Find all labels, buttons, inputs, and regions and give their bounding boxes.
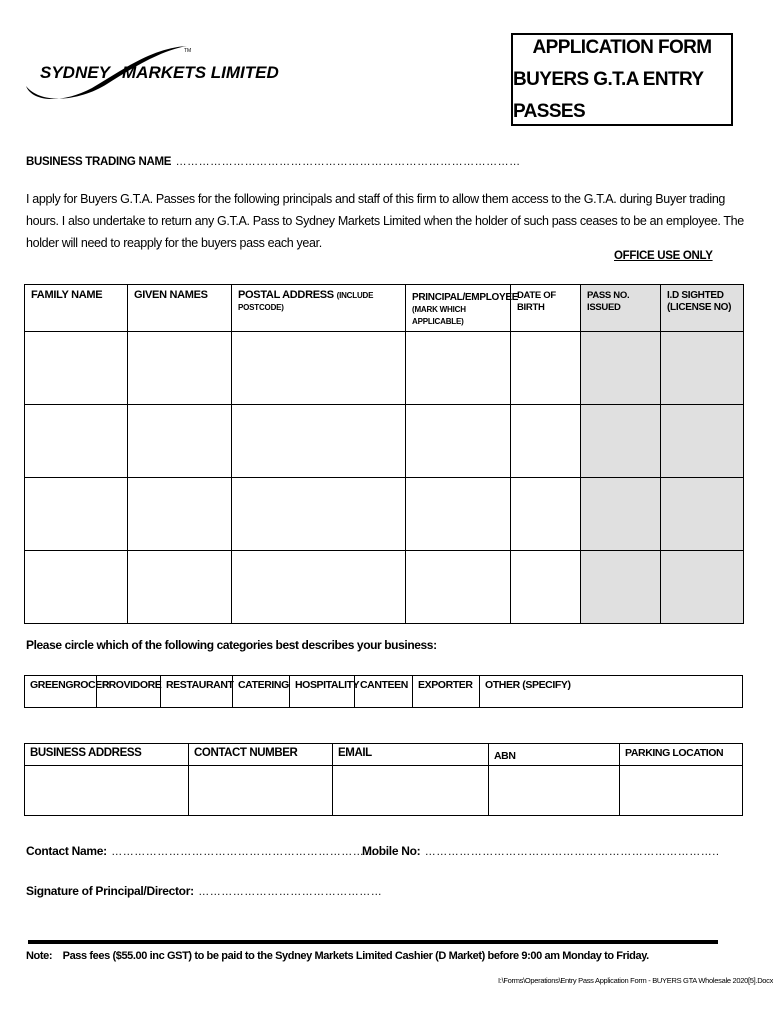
note-label: Note: xyxy=(26,950,53,962)
given-names-cell[interactable] xyxy=(128,478,232,551)
form-title-line2: BUYERS G.T.A ENTRY PASSES xyxy=(513,68,704,122)
pass-no-cell xyxy=(581,478,661,551)
logo-swoosh-icon xyxy=(22,38,279,108)
email-field[interactable] xyxy=(333,766,489,816)
applicants-table-header xyxy=(25,285,744,332)
mobile-field[interactable] xyxy=(362,842,719,860)
col-date-of-birth: DATE OF BIRTH xyxy=(511,285,581,332)
form-title-line1: APPLICATION FORM xyxy=(532,36,712,58)
pass-no-cell xyxy=(581,551,661,624)
date-of-birth-cell[interactable] xyxy=(511,478,581,551)
business-details-table xyxy=(24,743,743,816)
office-use-only-label: OFFICE USE ONLY xyxy=(614,250,713,262)
principal-employee-cell[interactable] xyxy=(406,405,511,478)
table-row xyxy=(25,478,744,551)
family-name-cell[interactable] xyxy=(25,405,128,478)
category-providore[interactable]: PROVIDORE xyxy=(97,676,161,708)
parking-location-header: PARKING LOCATION xyxy=(620,744,743,766)
table-row xyxy=(25,405,744,478)
contact-number-field[interactable] xyxy=(189,766,333,816)
category-hospitality[interactable]: HOSPITALITY xyxy=(290,676,355,708)
contact-name-label: Contact Name: xyxy=(26,844,107,858)
contact-name-field[interactable] xyxy=(26,842,376,860)
pass-no-cell xyxy=(581,332,661,405)
principal-employee-cell[interactable] xyxy=(406,551,511,624)
abn-header: ABN xyxy=(489,744,620,766)
table-row xyxy=(25,551,744,624)
pass-no-cell xyxy=(581,405,661,478)
id-sighted-cell xyxy=(661,405,744,478)
business-trading-name-dots: ……………………………………………………………………………… xyxy=(175,156,521,168)
category-greengrocer[interactable]: GREENGROCER xyxy=(25,676,97,708)
date-of-birth-cell[interactable] xyxy=(511,332,581,405)
category-restaurant[interactable]: RESTAURANT xyxy=(161,676,233,708)
col-id-sighted: I.D SIGHTED (LICENSE NO) xyxy=(661,285,744,332)
business-trading-name-field[interactable] xyxy=(26,152,521,170)
contact-number-header: CONTACT NUMBER xyxy=(189,744,333,766)
intro-paragraph: I apply for Buyers G.T.A. Passes for the following principals and staff of this firm to allow them access to the G.T.A. during Buyer trading hours. I also undertake to return any G.T.A. Pass to Sydney Markets Limited when the holder of such pass ceases to be an employee. The holder will need to reapply for the buyers pass each year. xyxy=(26,192,744,250)
category-canteen[interactable]: CANTEEN xyxy=(355,676,413,708)
logo-trademark: TM xyxy=(184,48,192,54)
col-postal-address: POSTAL ADDRESS (INCLUDE POSTCODE) xyxy=(232,285,406,332)
postal-address-cell[interactable] xyxy=(232,405,406,478)
abn-field[interactable] xyxy=(489,766,620,816)
email-header: EMAIL xyxy=(333,744,489,766)
categories-prompt: Please circle which of the following categories best describes your business: xyxy=(26,638,437,652)
contact-name-dots: …………………………………………………………… xyxy=(111,846,376,858)
business-trading-name-label: BUSINESS TRADING NAME xyxy=(26,156,172,168)
postal-address-cell[interactable] xyxy=(232,332,406,405)
business-address-field[interactable] xyxy=(25,766,189,816)
applicants-table xyxy=(24,284,744,624)
col-pass-no-issued: PASS NO. ISSUED xyxy=(581,285,661,332)
postal-address-cell[interactable] xyxy=(232,478,406,551)
given-names-cell[interactable] xyxy=(128,332,232,405)
fees-note xyxy=(26,950,649,962)
signature-dots: ………………………………………… xyxy=(198,886,383,898)
id-sighted-cell xyxy=(661,332,744,405)
family-name-cell[interactable] xyxy=(25,478,128,551)
date-of-birth-cell[interactable] xyxy=(511,551,581,624)
id-sighted-cell xyxy=(661,478,744,551)
family-name-cell[interactable] xyxy=(25,551,128,624)
signature-label: Signature of Principal/Director: xyxy=(26,884,194,898)
divider xyxy=(28,940,718,944)
family-name-cell[interactable] xyxy=(25,332,128,405)
logo-text-left: SYDNEY xyxy=(40,63,110,82)
logo-text-right: MARKETS LIMITED xyxy=(122,63,279,82)
category-exporter[interactable]: EXPORTER xyxy=(413,676,480,708)
mobile-dots: ………………………………………………………………….. xyxy=(424,846,720,858)
note-text: Pass fees ($55.00 inc GST) to be paid to the Sydney Markets Limited Cashier (D Market) before 9:00 am Monday to Friday. xyxy=(62,950,649,962)
form-title-box xyxy=(511,33,733,126)
given-names-cell[interactable] xyxy=(128,551,232,624)
signature-field[interactable] xyxy=(26,882,382,900)
sydney-markets-logo xyxy=(22,38,279,108)
date-of-birth-cell[interactable] xyxy=(511,405,581,478)
category-catering[interactable]: CATERING xyxy=(233,676,290,708)
col-family-name: FAMILY NAME xyxy=(25,285,128,332)
category-other[interactable]: OTHER (SPECIFY) xyxy=(480,676,743,708)
given-names-cell[interactable] xyxy=(128,405,232,478)
id-sighted-cell xyxy=(661,551,744,624)
parking-location-field[interactable] xyxy=(620,766,743,816)
principal-employee-cell[interactable] xyxy=(406,478,511,551)
business-address-header: BUSINESS ADDRESS xyxy=(25,744,189,766)
principal-employee-cell[interactable] xyxy=(406,332,511,405)
file-path-footer: I:\Forms\Operations\Entry Pass Application Form - BUYERS GTA Wholesale 2020[5].Docx xyxy=(498,976,773,985)
table-row xyxy=(25,332,744,405)
business-categories xyxy=(24,675,743,708)
postal-address-cell[interactable] xyxy=(232,551,406,624)
mobile-label: Mobile No: xyxy=(362,844,421,858)
col-given-names: GIVEN NAMES xyxy=(128,285,232,332)
col-principal-employee: PRINCIPAL/EMPLOYEE (MARK WHICH APPLICABLE) xyxy=(406,285,511,332)
